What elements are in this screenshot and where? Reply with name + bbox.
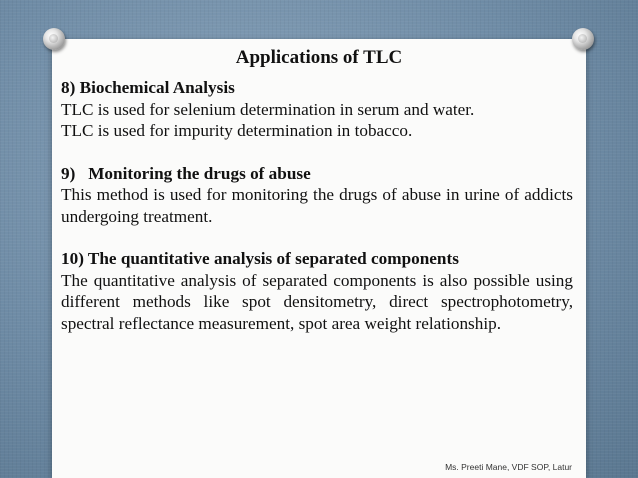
- section-heading: 10) The quantitative analysis of separated components: [61, 249, 459, 268]
- pushpin-icon: [572, 28, 594, 50]
- slide-content: [61, 77, 573, 355]
- section-paragraph: This method is used for monitoring the drugs of abuse in urine of addicts undergoing treatment.: [61, 185, 573, 226]
- section-heading: 9) Monitoring the drugs of abuse: [61, 163, 311, 183]
- pushpin-icon: [43, 28, 65, 50]
- slide-title: Applications of TLC: [235, 47, 403, 68]
- section-drugs-of-abuse: [61, 163, 573, 228]
- section-paragraph: The quantitative analysis of separated components is also possible using different methods like spot densitometry, direct spectrophotometry, spectral reflectance measurement, spot area weight relationship.: [61, 270, 573, 333]
- slide-card: [52, 39, 586, 478]
- section-biochemical-analysis: [61, 77, 573, 142]
- slide-footer-credit: Ms. Preeti Mane, VDF SOP, Latur: [445, 462, 572, 472]
- section-heading: 8) Biochemical Analysis: [61, 78, 235, 97]
- section-line: TLC is used for selenium determination in serum and water.: [61, 99, 475, 119]
- section-quantitative-analysis: [61, 248, 573, 334]
- section-line: TLC is used for impurity determination in tobacco.: [61, 121, 413, 140]
